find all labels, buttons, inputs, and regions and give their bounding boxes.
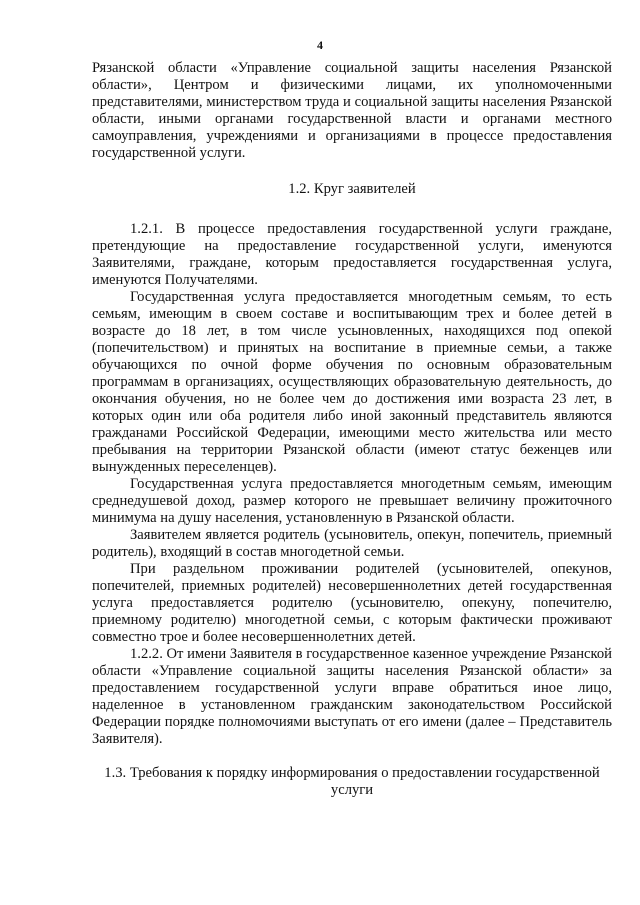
- paragraph-applicant-definition: Заявителем является родитель (усыновитель, опекун, попечитель, приемный родитель), входящий в состав многодетной семьи.: [92, 527, 612, 560]
- paragraph-separate-residence: При раздельном проживании родителей (усыновителей, опекунов, попечителей, приемных родителей) несовершеннолетних детей государственная услуга предоставляется родителю (усыновителю, опекуну, попечителю, приемному родителю) многодетной семьи, с которым фактически проживают совместно трое и более несовершеннолетних детей.: [92, 561, 612, 645]
- paragraph-large-families: Государственная услуга предоставляется многодетным семьям, то есть семьям, имеющим в своем составе и воспитывающим трех и более детей в возрасте до 18 лет, в том числе усыновленных, находящихся под опекой (попечительством) и принятых на воспитание в приемные семьи, а также обучающихся по очной форме обучения по основным образовательным программам в организациях, осуществляющих образовательную деятельность, до окончания обучения, но не более чем до достижения ими возраста 23 лет, в которых один или оба родителя либо иной законный представитель являются гражданами Российской Федерации, имеющими место жительства или место пребывания на территории Рязанской области (имеют статус беженцев или вынужденных переселенцев).: [92, 289, 612, 475]
- paragraph-income-criteria: Государственная услуга предоставляется многодетным семьям, имеющим среднедушевой доход, размер которого не превышает величину прожиточного минимума на душу населения, установленную в Рязанской области.: [92, 476, 612, 526]
- section-heading-1-2: 1.2. Круг заявителей: [288, 181, 416, 197]
- paragraph-intro-continuation: Рязанской области «Управление социальной защиты населения Рязанской области», Центром и физическими лицами, их уполномоченными представителями, министерством труда и социальной защиты населения Рязанской области, иными органами государственной власти и органами местного самоуправления, учреждениями и организациями в процессе предоставления государственной услуги.: [92, 60, 612, 161]
- paragraph-1-2-2: 1.2.2. От имени Заявителя в государственное казенное учреждение Рязанской области «Управление социальной защиты населения Рязанской области» за предоставлением государственной услуги вправе обратиться иное лицо, наделенное в установленном гражданским законодательством Российской Федерации порядке полномочиями выступать от его имени (далее – Представитель Заявителя).: [92, 646, 612, 747]
- document-body: [92, 60, 612, 799]
- paragraph-1-2-1: 1.2.1. В процессе предоставления государственной услуги граждане, претендующие на предоставление государственной услуги, именуются Заявителями, граждане, которым предоставляется государственная услуга, именуются Получателями.: [92, 221, 612, 288]
- page-number: 4: [317, 38, 323, 52]
- section-heading-1-3: 1.3. Требования к порядку информирования о предоставлении государственной услуги: [104, 765, 600, 798]
